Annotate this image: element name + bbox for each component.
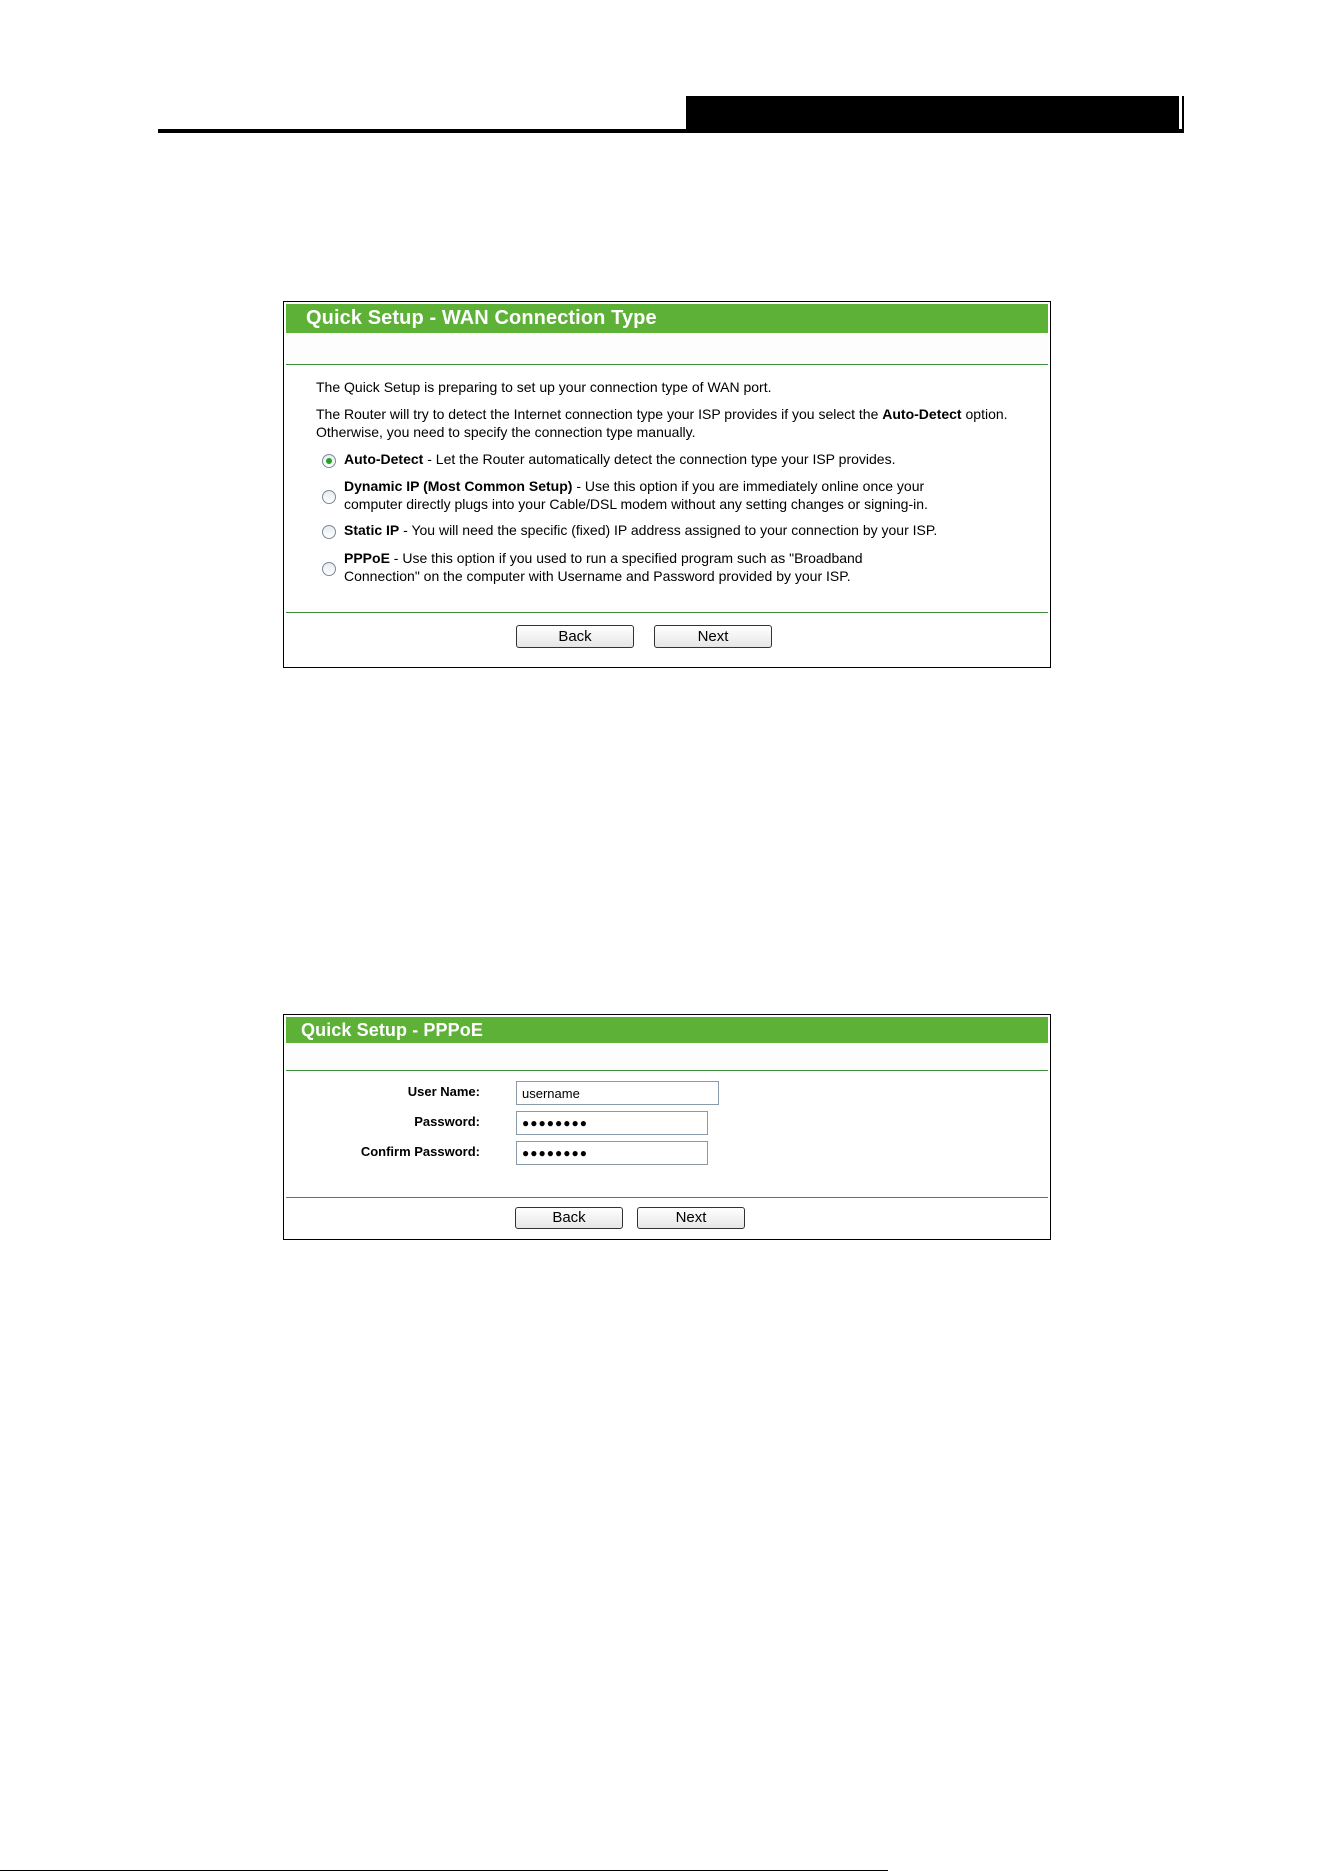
detect-text-bold: Auto-Detect [882, 406, 962, 422]
page-header-accent [1179, 96, 1182, 132]
next-button[interactable]: Next [637, 1207, 745, 1229]
option-label: Static IP [344, 522, 400, 538]
detect-text [316, 406, 1008, 423]
panel-title: Quick Setup - PPPoE [286, 1017, 1048, 1043]
option-label: PPPoE [344, 550, 390, 566]
option-desc: - Use this option if you used to run a specified program such as "Broadband [389, 550, 863, 566]
radio-auto-detect[interactable] [322, 454, 336, 468]
wan-connection-type-panel [283, 301, 1051, 668]
option-static-ip [344, 522, 937, 539]
option-label: Auto-Detect [344, 451, 424, 467]
option-dynamic-ip-line2: computer directly plugs into your Cable/DSL modem without any setting changes or signing-in. [344, 496, 928, 512]
confirm-password-input[interactable]: ●●●●●●●● [516, 1141, 708, 1165]
option-pppoe [344, 550, 863, 567]
title-band [286, 333, 1048, 365]
title-band [286, 1043, 1048, 1071]
back-button[interactable]: Back [516, 625, 634, 648]
user-name-input[interactable] [516, 1081, 719, 1105]
pppoe-panel [283, 1014, 1051, 1240]
radio-pppoe[interactable] [322, 562, 336, 576]
radio-static-ip[interactable] [322, 525, 336, 539]
option-desc: - Use this option if you are immediately online once your [572, 478, 925, 494]
option-auto-detect [344, 451, 895, 468]
back-button[interactable]: Back [515, 1207, 623, 1229]
option-pppoe-line2: Connection" on the computer with Username and Password provided by your ISP. [344, 568, 851, 584]
radio-dynamic-ip[interactable] [322, 490, 336, 504]
confirm-password-label: Confirm Password: [360, 1144, 480, 1159]
option-desc: - You will need the specific (fixed) IP address assigned to your connection by your ISP. [399, 522, 938, 538]
user-name-label: User Name: [407, 1084, 480, 1099]
intro-text: The Quick Setup is preparing to set up your connection type of WAN port. [316, 379, 772, 395]
password-label: Password: [414, 1114, 480, 1129]
page-header-bar [686, 96, 1184, 131]
option-label: Dynamic IP (Most Common Setup) [344, 478, 573, 494]
option-dynamic-ip [344, 478, 924, 495]
next-button[interactable]: Next [654, 625, 772, 648]
page-footer-rule [0, 1870, 888, 1871]
detect-text-part2: option. [961, 406, 1008, 422]
detect-text-part1: The Router will try to detect the Internet connection type your ISP provides if you select the [316, 406, 883, 422]
manual-text: Otherwise, you need to specify the connection type manually. [316, 424, 696, 440]
panel-title: Quick Setup - WAN Connection Type [286, 304, 1048, 333]
option-desc: - Let the Router automatically detect the connection type your ISP provides. [423, 451, 896, 467]
footer-separator [286, 612, 1048, 613]
page-header-rule [158, 129, 1184, 133]
radio-selected-dot [326, 458, 332, 464]
password-input[interactable]: ●●●●●●●● [516, 1111, 708, 1135]
footer-separator [286, 1197, 1048, 1198]
